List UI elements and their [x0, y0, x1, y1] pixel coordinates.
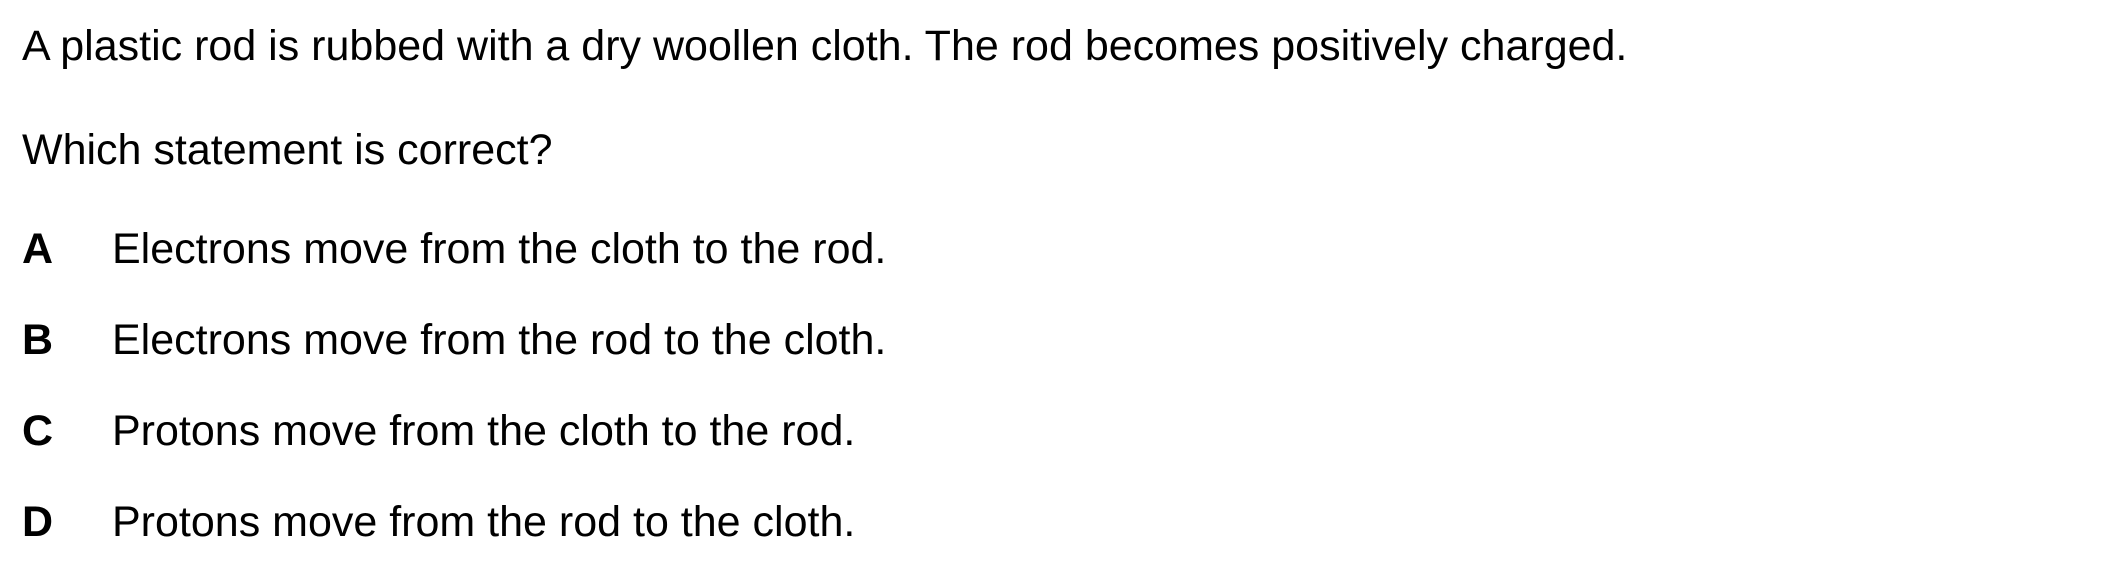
option-c[interactable] — [22, 403, 2082, 459]
option-letter: B — [22, 316, 54, 364]
question-stem: A plastic rod is rubbed with a dry woollen cloth. The rod becomes positively charged. — [22, 22, 1628, 70]
option-text: Electrons move from the cloth to the rod. — [112, 225, 887, 273]
question-block — [22, 18, 2082, 585]
option-letter: A — [22, 225, 54, 273]
option-letter: C — [22, 407, 54, 455]
option-d[interactable] — [22, 494, 2082, 550]
option-text: Electrons move from the rod to the cloth. — [112, 316, 887, 364]
option-b[interactable] — [22, 312, 2082, 368]
option-text: Protons move from the cloth to the rod. — [112, 407, 856, 455]
answer-options — [22, 221, 2082, 550]
option-a[interactable] — [22, 221, 2082, 277]
question-prompt: Which statement is correct? — [22, 126, 553, 174]
option-letter: D — [22, 498, 54, 546]
option-text: Protons move from the rod to the cloth. — [112, 498, 856, 546]
